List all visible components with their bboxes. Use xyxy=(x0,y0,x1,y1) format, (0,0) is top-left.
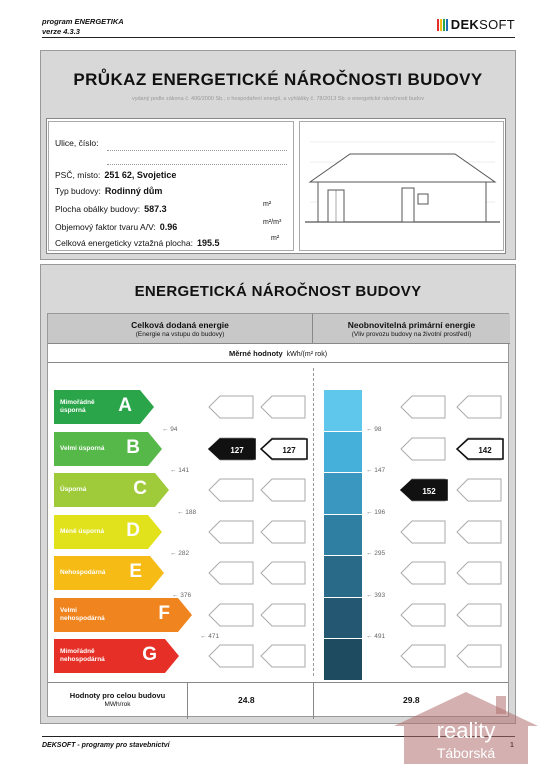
band-label: Nehospodárná xyxy=(60,569,106,576)
left-tick: ← 94 xyxy=(162,425,178,433)
floor-row xyxy=(55,238,220,248)
band-label: Velmi nehospodárná xyxy=(60,606,105,622)
building-info xyxy=(48,121,294,251)
factor-row xyxy=(55,222,177,232)
band-label: Úsporná xyxy=(60,486,87,493)
right-total-pointer xyxy=(456,438,504,460)
primary-scale-f xyxy=(324,598,362,639)
col-right-title: Neobnovitelná primární energie xyxy=(347,320,476,330)
primary-scale-e xyxy=(324,556,362,597)
total-divider xyxy=(313,683,314,719)
street-dots-2 xyxy=(107,164,287,165)
indicator-left-a xyxy=(208,603,254,627)
indicator-left-a xyxy=(208,520,254,544)
logo-text-bold: DEK xyxy=(450,17,480,32)
col-left-header xyxy=(48,314,313,344)
indicator-right-b xyxy=(456,520,502,544)
primary-scale-d xyxy=(324,515,362,556)
left-class-pointer xyxy=(208,438,256,460)
type-row xyxy=(55,186,162,196)
right-tick: ← 491 xyxy=(366,633,386,640)
right-total-pointer-value: 142 xyxy=(478,445,492,455)
indicator-left-a xyxy=(208,644,254,668)
col-divider xyxy=(313,368,314,676)
program-header xyxy=(42,17,124,37)
left-total-pointer-value: 127 xyxy=(282,445,296,455)
col-right-sub: (Vliv provozu budovy na životní prostředí) xyxy=(351,331,472,338)
band-label: Mimořádně úsporná xyxy=(60,399,95,414)
area-row xyxy=(55,204,167,214)
col-right-header xyxy=(313,314,510,344)
total-right-value: 29.8 xyxy=(403,695,420,705)
indicator-left-a xyxy=(208,561,254,585)
band-letter: C xyxy=(133,478,147,499)
energy-title: ENERGETICKÁ NÁROČNOST BUDOVY xyxy=(134,283,422,300)
indicator-left-a xyxy=(208,478,254,502)
total-unit: MWh/rok xyxy=(104,701,131,708)
type-label: Typ budovy: xyxy=(55,186,101,196)
certificate-subtitle: vydaný podle zákona č. 406/2000 Sb., o hospodaření energií, a vyhlášky č. 78/2013 Sb. o energetické náročnosti budov xyxy=(132,96,424,102)
indicator-right-a xyxy=(400,603,446,627)
band-b xyxy=(54,432,162,466)
indicator-left-b xyxy=(260,561,306,585)
right-tick: ← 196 xyxy=(366,508,386,516)
area-label: Plocha obálky budovy: xyxy=(55,204,141,214)
band-f xyxy=(54,598,192,632)
factor-unit: m²/m³ xyxy=(263,219,282,226)
units-row xyxy=(48,349,508,358)
floor-unit: m² xyxy=(271,235,280,242)
header-rule xyxy=(42,37,515,38)
energy-chart xyxy=(47,313,509,717)
logo-text xyxy=(451,17,515,32)
total-left-value: 24.8 xyxy=(238,695,255,705)
left-tick: ← 376 xyxy=(172,591,192,599)
logo-text-normal: SOFT xyxy=(479,17,515,32)
right-tick: ← 147 xyxy=(366,467,386,474)
floor-label: Celková energeticky vztažná plocha: xyxy=(55,238,193,248)
house-drawing xyxy=(299,121,504,251)
program-version: verze 4.3.3 xyxy=(42,27,80,36)
col-left-title: Celková dodaná energie xyxy=(131,320,229,330)
indicator-right-b xyxy=(456,478,502,502)
primary-scale-g xyxy=(324,639,362,680)
footer-text: DEKSOFT - programy pro stavebnictví xyxy=(42,742,170,749)
left-tick: ← 282 xyxy=(170,550,190,557)
left-tick: ← 141 xyxy=(170,467,190,474)
indicator-right-a xyxy=(400,644,446,668)
band-a xyxy=(54,390,154,424)
right-tick: ← 393 xyxy=(366,591,386,599)
psc-label: PSČ, místo: xyxy=(55,170,101,180)
band-c xyxy=(54,473,169,507)
band-letter: G xyxy=(142,644,157,665)
certificate-title: PRŮKAZ ENERGETICKÉ NÁROČNOSTI BUDOVY xyxy=(73,70,483,89)
left-class-pointer-value: 127 xyxy=(230,445,244,455)
indicator-left-b xyxy=(260,603,306,627)
indicator-left-b xyxy=(260,520,306,544)
area-value: 587.3 xyxy=(144,204,167,214)
type-value: Rodinný dům xyxy=(104,186,163,196)
left-tick: ← 188 xyxy=(177,508,197,516)
band-letter: B xyxy=(126,436,140,458)
band-label: Méně úsporná xyxy=(60,527,105,535)
indicator-right-a xyxy=(400,437,446,461)
left-total-pointer xyxy=(260,438,308,460)
deksoft-logo xyxy=(437,17,515,32)
right-class-pointer-value: 152 xyxy=(422,487,436,496)
band-g xyxy=(54,639,179,673)
indicator-right-b xyxy=(456,395,502,419)
band-letter: A xyxy=(118,395,132,416)
indicator-right-a xyxy=(400,395,446,419)
band-e xyxy=(54,556,164,590)
right-class-pointer xyxy=(400,479,448,501)
street-label: Ulice, číslo: xyxy=(55,138,99,148)
band-letter: F xyxy=(158,602,170,624)
street-dots xyxy=(107,150,287,151)
total-label-text: Hodnoty pro celou budovu xyxy=(69,691,166,700)
right-tick: ← 98 xyxy=(366,425,382,433)
program-name: program ENERGETIKA xyxy=(42,17,124,26)
reality-watermark xyxy=(388,686,543,768)
band-letter: E xyxy=(129,561,142,582)
house-watermark-icon xyxy=(388,686,543,768)
indicator-right-a xyxy=(400,561,446,585)
left-tick: ← 471 xyxy=(200,633,220,640)
psc-value: 251 62, Svojetice xyxy=(104,170,177,180)
right-tick: ← 295 xyxy=(366,550,386,557)
street-row xyxy=(55,138,98,148)
primary-scale-a xyxy=(324,390,362,431)
units-label: Měrné hodnoty xyxy=(228,349,283,358)
primary-scale-b xyxy=(324,432,362,473)
indicator-left-b xyxy=(260,478,306,502)
indicator-right-a xyxy=(400,520,446,544)
indicator-right-b xyxy=(456,644,502,668)
total-label xyxy=(48,683,188,719)
units-rule xyxy=(48,362,508,363)
house-icon xyxy=(300,122,505,252)
band-label: Velmi úsporná xyxy=(60,444,105,452)
indicator-right-b xyxy=(456,603,502,627)
watermark-line1: reality xyxy=(436,718,496,743)
indicator-left-b xyxy=(260,395,306,419)
logo-bars-icon xyxy=(437,19,448,31)
indicator-left-a xyxy=(208,395,254,419)
band-letter: D xyxy=(126,519,140,541)
factor-value: 0.96 xyxy=(159,222,178,232)
watermark-line2: Táborská xyxy=(436,745,496,761)
psc-row xyxy=(55,170,176,180)
area-unit: m² xyxy=(263,201,272,208)
band-label: Mimořádně nehospodárná xyxy=(60,648,105,663)
units-value: kWh/(m² rok) xyxy=(286,351,328,358)
indicator-left-b xyxy=(260,644,306,668)
factor-label: Objemový faktor tvaru A/V: xyxy=(55,222,156,232)
floor-value: 195.5 xyxy=(196,238,220,248)
band-d xyxy=(54,515,162,549)
primary-scale-c xyxy=(324,473,362,514)
col-left-sub: (Energie na vstupu do budovy) xyxy=(135,331,225,338)
indicator-right-b xyxy=(456,561,502,585)
